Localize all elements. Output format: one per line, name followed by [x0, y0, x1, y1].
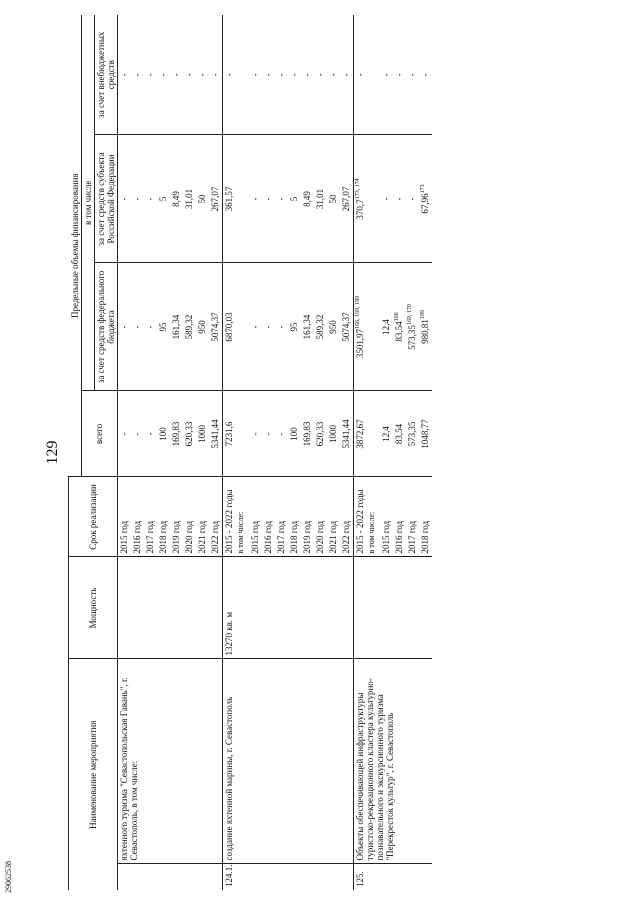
header-regional: за счет средств субъекта Российской Федерации: [94, 135, 117, 263]
federal: [406, 263, 419, 391]
federal: 95: [157, 263, 170, 391]
regional: 5: [288, 135, 301, 263]
regional: [353, 135, 367, 263]
extra: -: [275, 73, 286, 77]
total: 1048,77: [419, 391, 432, 477]
table-row: [117, 15, 131, 890]
header-name: Наименование мероприятия: [69, 659, 118, 890]
federal: 589,32: [314, 263, 327, 391]
total: -: [262, 391, 275, 477]
period: 2016 год: [131, 477, 144, 557]
federal: -: [262, 263, 275, 391]
measure-name: создание яхтенной марины, г. Севастополь: [222, 659, 353, 864]
empty-cell: [367, 135, 380, 263]
header-total: всего: [81, 391, 117, 477]
total: 7231,6: [222, 391, 236, 477]
federal: [380, 263, 393, 391]
regional: -: [117, 135, 131, 263]
period: 2020 год: [314, 477, 327, 557]
federal: -: [249, 263, 262, 391]
period: 2018 год: [157, 477, 170, 557]
regional: [393, 135, 406, 263]
regional-value: -: [406, 197, 417, 201]
empty-cell: [367, 263, 380, 391]
total: 100: [157, 391, 170, 477]
regional: 31,01: [183, 135, 196, 263]
extra: -: [301, 73, 312, 77]
footnote-ref: 166: [393, 312, 400, 322]
extra: -: [157, 73, 168, 77]
total: 169,83: [301, 391, 314, 477]
table-row: [353, 15, 367, 890]
period: 2015 - 2022 годы: [353, 477, 367, 557]
period: 2017 год: [144, 477, 157, 557]
table-row: [222, 15, 236, 890]
regional: -: [262, 135, 275, 263]
federal-value: 3501,97: [354, 328, 365, 359]
regional: [406, 135, 419, 263]
extra: -: [183, 73, 194, 77]
total: -: [131, 391, 144, 477]
regional: 267,07: [340, 135, 354, 263]
regional: 8,49: [301, 135, 314, 263]
extra: -: [393, 73, 404, 77]
footnote-ref: 173: [419, 184, 426, 194]
total: 12,4: [380, 391, 393, 477]
total: 5341,44: [209, 391, 223, 477]
capacity: [117, 557, 222, 659]
extra: -: [222, 15, 236, 135]
extra: -: [170, 73, 181, 77]
federal: 950: [196, 263, 209, 391]
period: 2017 год: [406, 477, 419, 557]
document-id: 29062538: [4, 861, 13, 893]
federal-value: 12,4: [380, 319, 391, 335]
extra: -: [249, 73, 260, 77]
regional-value: 67,96: [419, 193, 430, 214]
federal: 6870,03: [222, 263, 236, 391]
period: 2022 год: [209, 477, 223, 557]
extra: -: [144, 73, 155, 77]
header-federal: за счет средств федерального бюджета: [94, 263, 117, 391]
total: 100: [288, 391, 301, 477]
total: 5341,44: [340, 391, 354, 477]
regional-value: -: [380, 197, 391, 201]
federal: -: [275, 263, 288, 391]
header-capacity: Мощность: [69, 557, 118, 659]
financing-table: [68, 15, 432, 890]
federal: -: [131, 263, 144, 391]
period: 2015 год: [249, 477, 262, 557]
extra: -: [314, 73, 325, 77]
including-label: в том числе:: [236, 477, 249, 557]
header-including: в том числе: [81, 15, 94, 391]
extra: -: [406, 73, 417, 77]
capacity: 13270 кв. м: [222, 557, 353, 659]
regional: 8,49: [170, 135, 183, 263]
period: 2018 год: [419, 477, 432, 557]
total: 1000: [327, 391, 340, 477]
regional: 361,57: [222, 135, 236, 263]
row-number: [117, 864, 222, 890]
federal-value: 980,81: [419, 319, 430, 344]
total: 620,33: [183, 391, 196, 477]
period: 2016 год: [393, 477, 406, 557]
footnote-ref: 169, 170: [406, 304, 413, 326]
period: 2021 год: [196, 477, 209, 557]
regional-value: -: [393, 197, 404, 201]
regional: [380, 135, 393, 263]
regional: -: [275, 135, 288, 263]
empty-cell: [367, 15, 380, 135]
footnote-ref: 166, 169, 189: [354, 295, 361, 329]
federal: 5074,37: [209, 263, 223, 391]
period: 2016 год: [262, 477, 275, 557]
extra: -: [353, 15, 367, 135]
total: -: [117, 391, 131, 477]
federal-value: 573,35: [406, 325, 417, 350]
federal: 161,34: [170, 263, 183, 391]
regional: [419, 135, 432, 263]
regional: 5: [157, 135, 170, 263]
federal: -: [117, 263, 131, 391]
federal: 5074,37: [340, 263, 354, 391]
header-period: Срок реализации: [69, 477, 118, 557]
extra: -: [262, 73, 273, 77]
federal: [419, 263, 432, 391]
federal: 161,34: [301, 263, 314, 391]
regional: 50: [327, 135, 340, 263]
total: -: [144, 391, 157, 477]
capacity: [353, 557, 432, 659]
extra: -: [288, 73, 299, 77]
extra: -: [196, 73, 207, 77]
period: 2019 год: [170, 477, 183, 557]
row-number: 124.1.: [222, 864, 353, 890]
row-number: 125.: [353, 864, 432, 890]
empty-cell: [367, 391, 380, 477]
federal: [353, 263, 367, 391]
regional: 267,07: [209, 135, 223, 263]
period: 2019 год: [301, 477, 314, 557]
period: 2018 год: [288, 477, 301, 557]
period: 2017 год: [275, 477, 288, 557]
total: 1000: [196, 391, 209, 477]
table-header: [69, 15, 118, 890]
total: -: [249, 391, 262, 477]
regional: -: [144, 135, 157, 263]
extra: -: [209, 73, 220, 77]
total: 169,83: [170, 391, 183, 477]
period: 2020 год: [183, 477, 196, 557]
total: -: [275, 391, 288, 477]
total: 83,54: [393, 391, 406, 477]
including-label: в том числе:: [367, 477, 380, 557]
empty-cell: [236, 15, 249, 135]
period: 2015 год: [117, 477, 131, 557]
period: 2021 год: [327, 477, 340, 557]
regional: -: [249, 135, 262, 263]
page-number: 129: [44, 440, 61, 465]
extra: -: [340, 73, 351, 77]
regional: 31,01: [314, 135, 327, 263]
regional: 50: [196, 135, 209, 263]
measure-name: Объекты обеспечивающей инфраструктуры туристско-рекреационного кластера культурно-познавательного и экскурсионного туризма "Перекресток культур", г. Севастополь: [353, 659, 432, 864]
header-limits: Предельные объемы финансирования: [69, 15, 82, 477]
extra: -: [419, 73, 430, 77]
total: 573,35: [406, 391, 419, 477]
federal: 589,32: [183, 263, 196, 391]
period: 2022 год: [340, 477, 354, 557]
federal: -: [144, 263, 157, 391]
header-extra: за счет внебюджетных средств: [94, 15, 117, 135]
total: 3872,67: [353, 391, 367, 477]
measure-name: яхтенного туризма "Севастопольская Гавань", г. Севастополь, в том числе:: [117, 659, 222, 864]
empty-cell: [236, 391, 249, 477]
extra: -: [131, 73, 142, 77]
federal: [393, 263, 406, 391]
table-body: [117, 15, 432, 890]
footnote-ref: 173, 174: [354, 178, 361, 200]
extra: -: [327, 73, 338, 77]
federal: 950: [327, 263, 340, 391]
extra: -: [118, 73, 129, 77]
federal: 95: [288, 263, 301, 391]
period: 2015 год: [380, 477, 393, 557]
regional-value: 370,7: [354, 199, 365, 220]
regional: -: [131, 135, 144, 263]
total: 620,33: [314, 391, 327, 477]
extra: -: [380, 73, 391, 77]
empty-cell: [236, 263, 249, 391]
empty-cell: [236, 135, 249, 263]
footnote-ref: 189: [419, 310, 426, 320]
federal-value: 83,54: [393, 321, 404, 342]
period: 2015 - 2022 годы: [222, 477, 236, 557]
